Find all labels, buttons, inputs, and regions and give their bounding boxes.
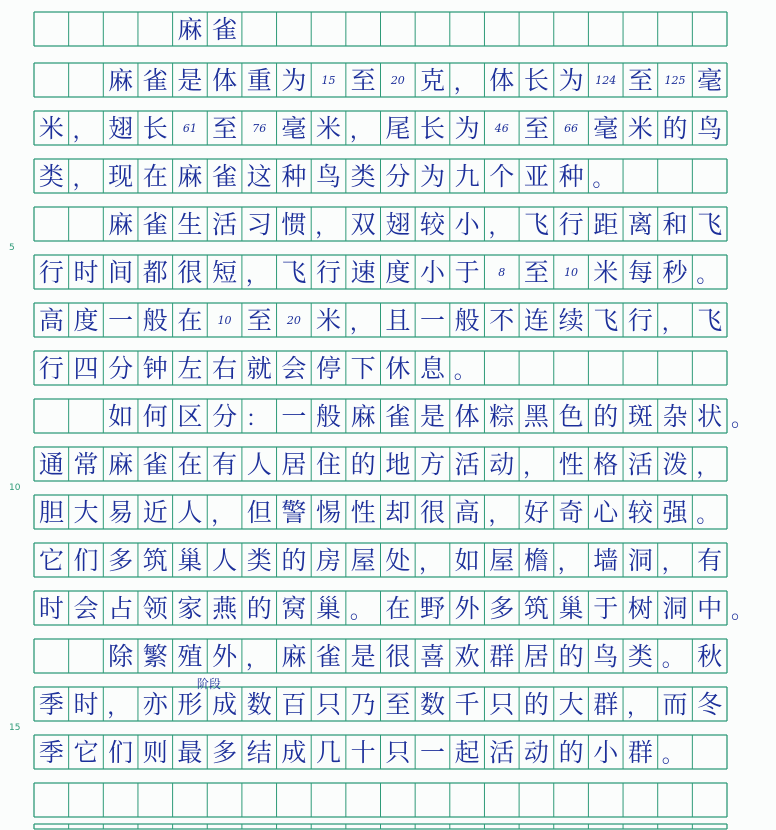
manuscript-char: 如 [108,401,134,431]
manuscript-char: 多 [212,737,238,767]
manuscript-char: 野 [419,593,445,623]
manuscript-char: 窝 [281,593,307,623]
manuscript-char: 秋 [697,641,723,671]
manuscript-char: 。 [661,647,684,672]
manuscript-char: 般 [454,305,480,335]
manuscript-char: 右 [212,353,238,383]
manuscript-char: 的 [593,401,619,431]
manuscript-char: 于 [454,257,480,287]
manuscript-char: 至 [627,65,653,95]
manuscript-char: 很 [385,641,411,671]
line-number: 10 [9,483,21,493]
manuscript-char: 行 [38,257,64,287]
manuscript-char: 群 [627,737,653,767]
manuscript-char: 惕 [316,497,342,527]
manuscript-char: 一 [281,401,307,431]
manuscript-char: 巢 [177,545,203,575]
manuscript-char: 形 [177,689,203,719]
manuscript-char: 的 [281,545,307,575]
manuscript-char: 通 [38,449,64,479]
manuscript-char: ， [315,215,338,240]
manuscript-char: 为 [558,65,584,95]
manuscript-char: 度 [73,305,99,335]
manuscript-char: 数 [419,689,445,719]
manuscript-char: 在 [385,593,411,623]
manuscript-char: 。 [661,743,684,768]
manuscript-char: 体 [454,401,480,431]
manuscript-char: 分 [385,161,411,191]
manuscript-char: 雀 [212,161,238,191]
manuscript-char: 群 [489,641,515,671]
manuscript-char: 家 [177,593,203,623]
manuscript-char: 在 [142,161,168,191]
manuscript-char: 麻 [108,449,134,479]
manuscript-char: 雀 [316,641,342,671]
manuscript-char: 克 [419,65,445,95]
line-number: 15 [9,723,21,733]
manuscript-char: 行 [558,209,584,239]
manuscript-char: 至 [350,65,376,95]
manuscript-char: 洞 [662,593,688,623]
manuscript-char: 类 [350,161,376,191]
manuscript-char: 小 [454,209,480,239]
manuscript-char: 只 [489,689,515,719]
manuscript-char: 会 [73,593,99,623]
manuscript-char: 们 [73,545,99,575]
manuscript-char: 结 [246,737,272,767]
manuscript-char: 季 [38,689,64,719]
manuscript-char: 居 [281,449,307,479]
manuscript-char: 性 [558,449,584,479]
manuscript-char: 时 [73,257,99,287]
manuscript-char: 它 [38,545,64,575]
manuscript-char: 米 [627,113,653,143]
manuscript-char: 乃 [350,689,376,719]
manuscript-char: 会 [281,353,307,383]
manuscript-char: 亚 [523,161,549,191]
manuscript-char: 十 [350,737,376,767]
manuscript-char: 的 [246,593,272,623]
manuscript-char: 度 [385,257,411,287]
manuscript-char: 常 [73,449,99,479]
manuscript-char: 76 [252,121,267,135]
manuscript-char: 米 [316,113,342,143]
manuscript-char: 下 [350,353,376,383]
manuscript-char: 不 [489,305,515,335]
manuscript-char: 般 [142,305,168,335]
manuscript-char: 是 [350,641,376,671]
manuscript-char: 除 [108,641,134,671]
manuscript-char: 几 [316,737,342,767]
manuscript-char: 飞 [697,305,723,335]
manuscript-char: 起 [454,737,480,767]
manuscript-char: 人 [246,449,272,479]
manuscript-char: 种 [281,161,307,191]
manuscript-char: 墙 [593,545,619,575]
manuscript-char: 飞 [593,305,619,335]
manuscript-char: 米 [38,113,64,143]
manuscript-char: ， [627,695,650,720]
manuscript-char: 61 [182,121,197,135]
manuscript-char: 雀 [142,449,168,479]
manuscript-char: 筑 [523,593,549,623]
manuscript-char: ， [245,647,268,672]
manuscript-char: 8 [498,265,506,279]
manuscript-char: 心 [593,497,619,527]
manuscript-char: 125 [664,73,686,87]
manuscript-char: 秒 [662,257,688,287]
manuscript-char: 人 [177,497,203,527]
manuscript-char: 雀 [385,401,411,431]
manuscript-char: 千 [454,689,480,719]
insertion-mark: 阶段 [196,677,221,691]
manuscript-char: 燕 [212,593,238,623]
manuscript-char: 百 [281,689,307,719]
manuscript-char: 如 [454,545,480,575]
manuscript-char: 筑 [142,545,168,575]
manuscript-char: 类 [38,161,64,191]
manuscript-char: 成 [212,689,238,719]
manuscript-char: 巢 [316,593,342,623]
manuscript-char: 飞 [281,257,307,287]
manuscript-char: 较 [419,209,445,239]
manuscript-char: 麻 [108,65,134,95]
manuscript-char: 种 [558,161,584,191]
manuscript-char: 这 [246,161,272,191]
manuscript-char: 粽 [489,401,515,431]
manuscript-char: 多 [489,593,515,623]
manuscript-char: 屋 [350,545,376,575]
manuscript-char: 区 [177,401,203,431]
manuscript-char: 泼 [662,449,688,479]
manuscript-char: 距 [593,209,619,239]
manuscript-char: 飞 [523,209,549,239]
manuscript-char: 们 [108,737,134,767]
manuscript-char: 只 [385,737,411,767]
manuscript-char: 长 [419,113,445,143]
manuscript-char: 占 [108,593,134,623]
manuscript-char: 停 [316,353,342,383]
manuscript-char: 15 [321,73,336,87]
manuscript-char: 10 [564,265,579,279]
manuscript-char: 高 [38,305,64,335]
manuscript-char: 动 [523,737,549,767]
manuscript-char: 至 [523,257,549,287]
manuscript-char: 为 [454,113,480,143]
manuscript-char: 屋 [489,545,515,575]
manuscript-char: 长 [523,65,549,95]
manuscript-char: 于 [593,593,619,623]
manuscript-char: 领 [142,593,168,623]
manuscript-char: 方 [419,449,445,479]
manuscript-char: 雀 [142,209,168,239]
manuscript-char: 毫 [593,113,619,143]
manuscript-char: 20 [390,73,405,87]
manuscript-char: 。 [696,263,719,288]
manuscript-char: ： [245,407,268,432]
manuscript-char: 很 [177,257,203,287]
manuscript-char: 钟 [142,353,168,383]
manuscript-char: 重 [246,65,272,95]
manuscript-char: 一 [419,737,445,767]
manuscript-char: 殖 [177,641,203,671]
manuscript-char: 警 [281,497,307,527]
manuscript-char: 生 [177,209,203,239]
manuscript-char: 雀 [212,14,238,44]
manuscript-char: 的 [350,449,376,479]
manuscript-char: 性 [350,497,376,527]
manuscript-char: 类 [627,641,653,671]
manuscript-char: ， [349,311,372,336]
manuscript-char: 分 [108,353,134,383]
manuscript-char: 毫 [281,113,307,143]
manuscript-char: ， [72,119,95,144]
manuscript-char: 活 [489,737,515,767]
manuscript-char: 大 [73,497,99,527]
manuscript-char: ， [696,455,719,480]
manuscript-char: 124 [595,73,617,87]
manuscript-char: 般 [316,401,342,431]
manuscript-char: 惯 [281,209,307,239]
manuscript-char: 就 [246,353,272,383]
manuscript-char: 至 [385,689,411,719]
manuscript-char: ， [245,263,268,288]
manuscript-char: 而 [662,689,688,719]
manuscript-char: 活 [212,209,238,239]
manuscript-char: 多 [108,545,134,575]
manuscript-char: 九 [454,161,480,191]
manuscript-char: 翅 [385,209,411,239]
manuscript-char: 米 [316,305,342,335]
manuscript-char: 在 [177,305,203,335]
manuscript-char: 麻 [177,14,203,44]
manuscript-char: 居 [523,641,549,671]
manuscript-char: 巢 [558,593,584,623]
manuscript-char: 人 [212,545,238,575]
manuscript-char: 处 [385,545,411,575]
manuscript-char: 长 [142,113,168,143]
manuscript-char: 麻 [108,209,134,239]
manuscript-char: 。 [696,503,719,528]
manuscript-char: 小 [593,737,619,767]
manuscript-char: 却 [385,497,411,527]
manuscript-char: 在 [177,449,203,479]
manuscript-char: 冬 [697,689,723,719]
manuscript-char: 麻 [281,641,307,671]
manuscript-char: 是 [419,401,445,431]
manuscript-char: 息 [419,353,445,383]
manuscript-char: 个 [489,161,515,191]
manuscript-char: 20 [286,313,301,327]
manuscript-char: 。 [349,599,372,624]
manuscript-char: 只 [316,689,342,719]
manuscript-char: 麻 [350,401,376,431]
manuscript-char: 亦 [142,689,168,719]
manuscript-char: 大 [558,689,584,719]
manuscript-char: 短 [212,257,238,287]
manuscript-char: ， [107,695,130,720]
manuscript-char: 尾 [385,113,411,143]
manuscript-char: 左 [177,353,203,383]
manuscript-char: 活 [454,449,480,479]
manuscript-char: 好 [523,497,549,527]
manuscript-char: ， [488,503,511,528]
manuscript-char: 行 [316,257,342,287]
manuscript-char: 地 [385,449,411,479]
manuscript-char: 外 [212,641,238,671]
manuscript-char: 树 [627,593,653,623]
manuscript-char: 活 [627,449,653,479]
manuscript-char: 46 [494,121,509,135]
manuscript-char: ， [488,215,511,240]
manuscript-char: 季 [38,737,64,767]
manuscript-char: 数 [246,689,272,719]
manuscript-char: 离 [627,209,653,239]
manuscript-char: 至 [212,113,238,143]
manuscript-char: 的 [662,113,688,143]
manuscript-char: 体 [489,65,515,95]
manuscript-char: 翅 [108,113,134,143]
manuscript-char: 时 [38,593,64,623]
manuscript-char: 较 [627,497,653,527]
manuscript-char: 行 [627,305,653,335]
manuscript-char: 速 [350,257,376,287]
manuscript-char: 雀 [142,65,168,95]
manuscript-char: 欢 [454,641,480,671]
manuscript-char: 鸟 [697,113,723,143]
manuscript-char: 至 [523,113,549,143]
manuscript-char: 住 [316,449,342,479]
manuscript-char: 现 [108,161,134,191]
manuscript-char: ， [557,551,580,576]
manuscript-char: 66 [564,121,579,135]
manuscript-char: ， [523,455,546,480]
manuscript-char: 它 [73,737,99,767]
manuscript-char: 斑 [627,401,653,431]
manuscript-char: 。 [731,407,754,432]
manuscript-char: 黑 [523,401,549,431]
manuscript-char: ， [211,503,234,528]
manuscript-char: 至 [246,305,272,335]
manuscript-char: ， [72,167,95,192]
manuscript-char: 飞 [697,209,723,239]
line-number: 5 [9,243,15,253]
manuscript-char: 。 [453,359,476,384]
manuscript-char: 易 [108,497,134,527]
manuscript-char: 间 [108,257,134,287]
manuscript-char: ， [453,71,476,96]
manuscript-char: 米 [593,257,619,287]
manuscript-char: 喜 [419,641,445,671]
manuscript-char: 习 [246,209,272,239]
manuscript-char: 最 [177,737,203,767]
manuscript-char: ， [661,311,684,336]
manuscript-char: 繁 [142,641,168,671]
manuscript-char: 每 [627,257,653,287]
manuscript-char: 色 [558,401,584,431]
manuscript-char: 洞 [627,545,653,575]
manuscript-char: 小 [419,257,445,287]
manuscript-char: 为 [281,65,307,95]
manuscript-char: 续 [558,305,584,335]
manuscript-char: 毫 [697,65,723,95]
manuscript-char: 体 [212,65,238,95]
manuscript-char: 的 [523,689,549,719]
manuscript-char: 一 [419,305,445,335]
manuscript-char: 胆 [38,497,64,527]
manuscript-char: ， [419,551,442,576]
manuscript-char: 有 [212,449,238,479]
manuscript-char: 为 [419,161,445,191]
manuscript-char: 鸟 [316,161,342,191]
manuscript-char: 很 [419,497,445,527]
manuscript-char: 的 [558,641,584,671]
manuscript-char: 中 [697,593,723,623]
manuscript-char: 行 [38,353,64,383]
manuscript-char: 类 [246,545,272,575]
manuscript-char: 成 [281,737,307,767]
manuscript-char: 但 [246,497,272,527]
manuscript-char: 群 [593,689,619,719]
manuscript-char: 。 [592,167,615,192]
manuscript-char: 。 [731,599,754,624]
manuscript-char: 鸟 [593,641,619,671]
manuscript-char: ， [349,119,372,144]
manuscript-char: ， [661,551,684,576]
manuscript-char: 连 [523,305,549,335]
manuscript-char: 都 [142,257,168,287]
manuscript-char: 有 [697,545,723,575]
manuscript-char: 杂 [662,401,688,431]
manuscript-char: 奇 [558,497,584,527]
manuscript-char: 是 [177,65,203,95]
manuscript-char: 则 [142,737,168,767]
manuscript-char: 且 [385,305,411,335]
manuscript-char: 双 [350,209,376,239]
manuscript-char: 格 [593,449,619,479]
manuscript-char: 10 [217,313,232,327]
manuscript-char: 高 [454,497,480,527]
manuscript-char: 房 [316,545,342,575]
manuscript-char: 何 [142,401,168,431]
manuscript-char: 麻 [177,161,203,191]
manuscript-char: 状 [697,401,723,431]
manuscript-char: 强 [662,497,688,527]
manuscript-char: 一 [108,305,134,335]
manuscript-char: 四 [73,353,99,383]
manuscript-char: 檐 [523,545,549,575]
manuscript-char: 休 [385,353,411,383]
manuscript-char: 分 [212,401,238,431]
manuscript-char: 动 [489,449,515,479]
manuscript-char: 和 [662,209,688,239]
manuscript-char: 的 [558,737,584,767]
manuscript-char: 近 [142,497,168,527]
manuscript-char: 时 [73,689,99,719]
manuscript-char: 外 [454,593,480,623]
